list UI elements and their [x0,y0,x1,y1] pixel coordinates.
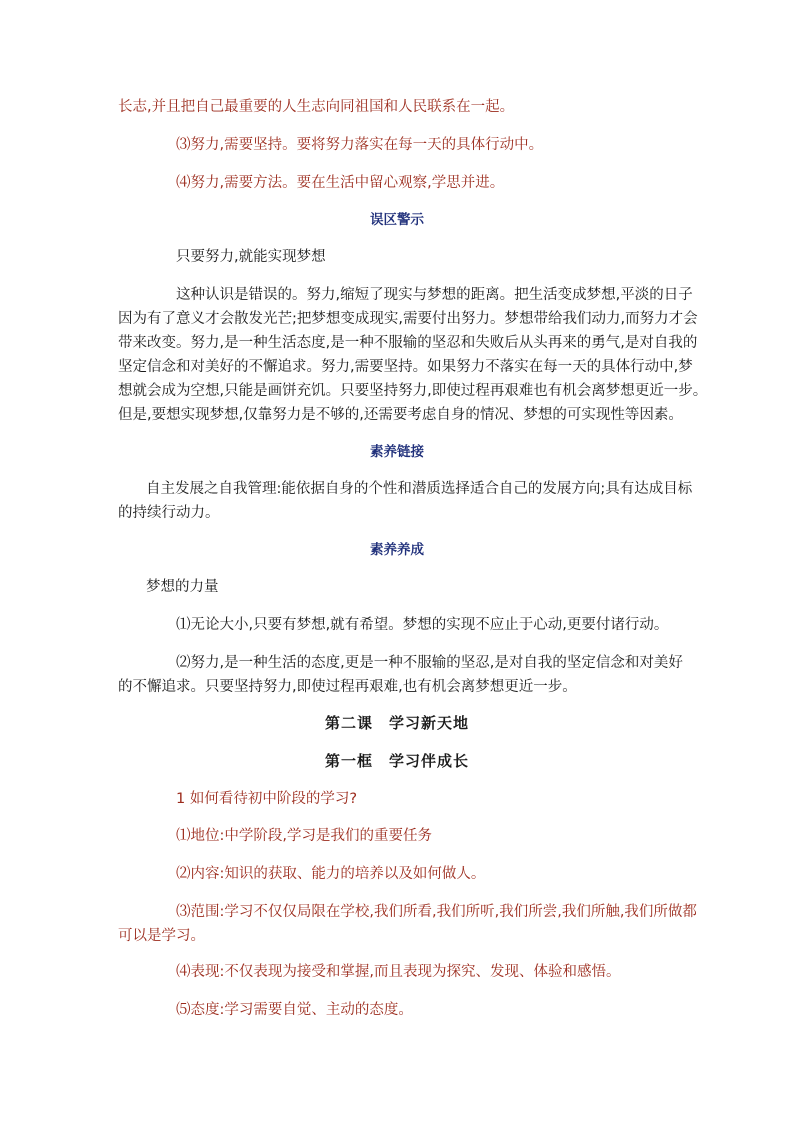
literacy-link-heading: 素养链接 [370,444,424,460]
lesson-subtitle: 第一框 学习伴成长 [324,752,469,770]
effort-item-4: ⑷努力,需要方法。要在生活中留心观察,学思并进。 [176,175,505,191]
misconception-para-line: 坚定信念和对美好的不懈追求。努力,需要坚持。如果努力不落实在每一天的具体行动中,梦 [118,359,693,375]
lesson-item-continuation: 可以是学习。 [118,928,205,944]
lesson-question: 1 如何看待初中阶段的学习? [176,791,358,807]
misconception-para-line: 但是,要想实现梦想,仅靠努力是不够的,还需要考虑自身的情况、梦想的可实现性等因素。 [118,407,683,423]
literacy-build-heading: 素养养成 [370,542,424,558]
literacy-link-para-line: 的持续行动力。 [118,505,220,521]
misconception-heading: 误区警示 [370,212,424,228]
lesson-item: ⑶范围:学习不仅仅局限在学校,我们所看,我们所听,我们所尝,我们所触,我们所做都 [176,904,697,920]
dream-item-1: ⑴无论大小,只要有梦想,就有希望。梦想的实现不应止于心动,更要付诸行动。 [176,617,669,633]
lesson-title: 第二课 学习新天地 [324,714,469,732]
dream-item-2-line: ⑵努力,是一种生活的态度,更是一种不服输的坚忍,是对自我的坚定信念和对美好 [176,655,683,671]
misconception-para-line: 因为有了意义才会散发光芒;把梦想变成现实,需要付出努力。梦想带给我们动力,而努力才会 [118,311,698,327]
literacy-build-subtitle: 梦想的力量 [146,579,219,595]
misconception-para-line: 带来改变。努力,是一种生活态度,是一种不服输的坚忍和失败后从头再来的勇气,是对自我的 [118,335,698,351]
lesson-item: ⑴地位:中学阶段,学习是我们的重要任务 [176,828,432,844]
effort-item-3: ⑶努力,需要坚持。要将努力落实在每一天的具体行动中。 [176,137,544,153]
lesson-item: ⑸态度:学习需要自觉、主动的态度。 [176,1002,413,1018]
lesson-item: ⑵内容:知识的获取、能力的培养以及如何做人。 [176,866,486,882]
lesson-item: ⑷表现:不仅表现为接受和掌握,而且表现为探究、发现、体验和感悟。 [176,964,621,980]
misconception-para-line: 这种认识是错误的。努力,缩短了现实与梦想的距离。把生活变成梦想,平淡的日子 [176,287,693,303]
dream-item-2-line: 的不懈追求。只要坚持努力,即使过程再艰难,也有机会离梦想更近一步。 [118,679,577,695]
misconception-claim: 只要努力,就能实现梦想 [176,249,326,265]
misconception-para-line: 想就会成为空想,只能是画饼充饥。只要坚持努力,即使过程再艰难也有机会离梦想更近一步。 [118,383,708,399]
literacy-link-para-line: 自主发展之自我管理:能依据自身的个性和潜质选择适合自己的发展方向;具有达成目标 [146,481,693,497]
intro-tail-line: 长志,并且把自己最重要的人生志向同祖国和人民联系在一起。 [118,99,515,115]
